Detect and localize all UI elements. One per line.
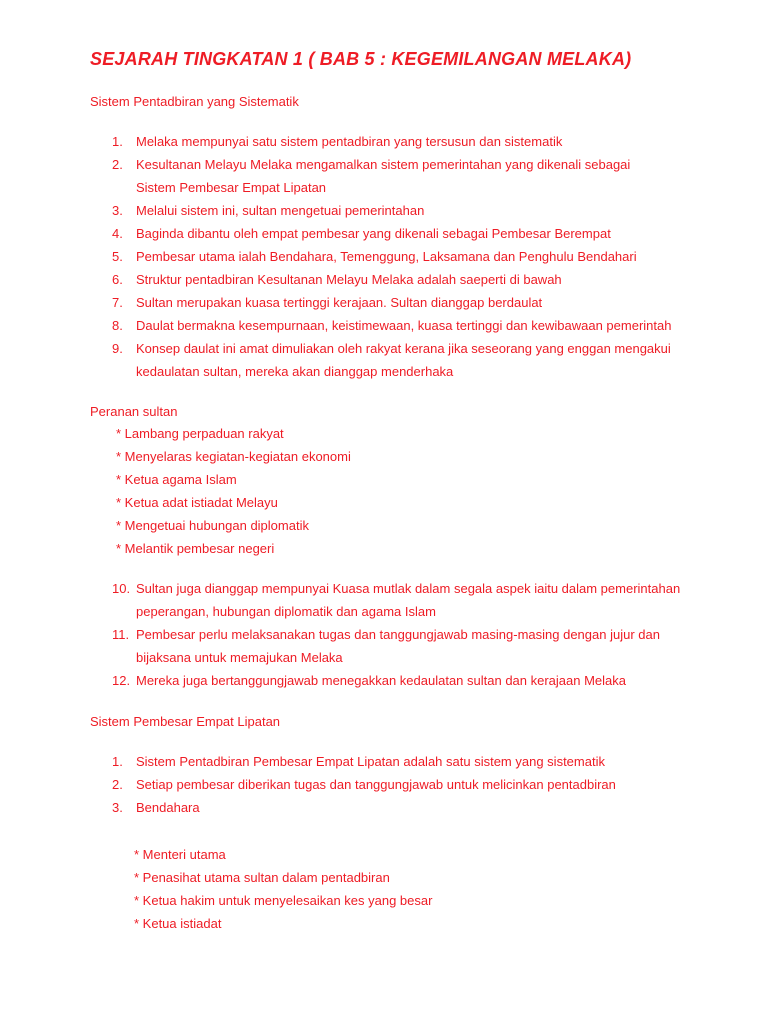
list-item-text: bijaksana untuk memajukan Melaka [136,650,343,665]
list-item-number: 6. [112,272,123,287]
bullet-item: * Penasihat utama sultan dalam pentadbiran [134,870,390,885]
list-item-number: 2. [112,777,123,792]
bullet-item: * Menyelaras kegiatan-kegiatan ekonomi [116,449,351,464]
list-item [0,153,671,176]
list-item-text: Mereka juga bertanggungjawab menegakkan kedaulatan sultan dan kerajaan Melaka [136,673,627,688]
list-item-text: Sultan merupakan kuasa tertinggi kerajaan. Sultan dianggap berdaulat [136,295,543,310]
section-heading-empat-lipatan: Sistem Pembesar Empat Lipatan [90,714,281,729]
list-item-text: Setiap pembesar diberikan tugas dan tanggungjawab untuk melicinkan pentadbiran [136,777,616,792]
list-item-number: 5. [112,249,123,264]
list-item-text: Sultan juga dianggap mempunyai Kuasa mutlak dalam segala aspek iaitu dalam pemerintahan [136,581,681,596]
list-item [0,291,671,314]
list-item-text: kedaulatan sultan, mereka akan dianggap menderhaka [136,364,454,379]
list-item [0,314,671,337]
list-item-text: peperangan, hubungan diplomatik dan agama Islam [136,604,436,619]
list-item-number: 4. [112,226,123,241]
list-item-text: Melaka mempunyai satu sistem pentadbiran yang tersusun dan sistematik [136,134,563,149]
bullet-item: * Ketua adat istiadat Melayu [116,495,278,510]
bullet-item: * Mengetuai hubungan diplomatik [116,518,309,533]
list-item-text: Sistem Pentadbiran Pembesar Empat Lipatan adalah satu sistem yang sistematik [136,754,605,769]
list-item [0,199,671,222]
list-item-number: 8. [112,318,123,333]
page-title: SEJARAH TINGKATAN 1 ( BAB 5 : KEGEMILANGAN MELAKA) [90,49,632,69]
list-item [0,600,680,623]
numbered-list-pentadbiran-continued [0,577,680,692]
list-item-number: 12. [112,673,131,688]
list-item-number: 11. [112,627,130,642]
list-item-text: Pembesar utama ialah Bendahara, Temenggung, Laksamana dan Penghulu Bendahari [136,249,637,264]
list-item-text: Struktur pentadbiran Kesultanan Melayu Melaka adalah saeperti di bawah [136,272,562,287]
bullet-item: * Ketua hakim untuk menyelesaikan kes yang besar [134,893,433,908]
list-item [0,623,680,646]
numbered-list-pentadbiran [0,130,671,383]
list-item [0,337,671,360]
list-item-number: 2. [112,157,123,172]
list-item-number: 7. [112,295,123,310]
list-item [0,268,671,291]
bullet-list-bendahara [134,843,432,935]
list-item-number: 3. [112,800,123,815]
list-item-number: 3. [112,203,123,218]
list-item-text: Konsep daulat ini amat dimuliakan oleh rakyat kerana jika seseorang yang enggan mengakui [136,341,671,356]
bullet-item: * Melantik pembesar negeri [116,541,275,556]
list-item [0,245,671,268]
list-item-number: 9. [112,341,123,356]
list-item [0,360,671,383]
bullet-item: * Ketua agama Islam [116,472,237,487]
list-item-text: Kesultanan Melayu Melaka mengamalkan sistem pemerintahan yang dikenali sebagai [136,157,631,172]
list-item [0,222,671,245]
numbered-list-empat-lipatan [0,750,616,819]
list-item-text: Pembesar perlu melaksanakan tugas dan tanggungjawab masing-masing dengan jujur dan [136,627,660,642]
list-item-text: Bendahara [136,800,200,815]
list-item [0,773,616,796]
list-item [0,577,680,600]
list-item-number: 1. [112,134,123,149]
list-item [0,750,616,773]
list-item-number: 10. [112,581,131,596]
bullet-item: * Menteri utama [134,847,226,862]
list-item-text: Melalui sistem ini, sultan mengetuai pemerintahan [136,203,425,218]
list-item [0,130,671,153]
list-item-text: Baginda dibantu oleh empat pembesar yang dikenali sebagai Pembesar Berempat [136,226,611,241]
section-heading-peranan-sultan: Peranan sultan [90,404,178,419]
list-item [0,669,680,692]
list-item [0,176,671,199]
bullet-item: * Ketua istiadat [134,916,222,931]
list-item-text: Daulat bermakna kesempurnaan, keistimewaan, kuasa tertinggi dan kewibawaan pemerintah [136,318,672,333]
bullet-item: * Lambang perpaduan rakyat [116,426,284,441]
section-heading-pentadbiran: Sistem Pentadbiran yang Sistematik [90,94,299,109]
list-item [0,646,680,669]
list-item [0,796,616,819]
list-item-number: 1. [112,754,123,769]
list-item-text: Sistem Pembesar Empat Lipatan [136,180,327,195]
bullet-list-peranan-sultan [116,422,351,560]
